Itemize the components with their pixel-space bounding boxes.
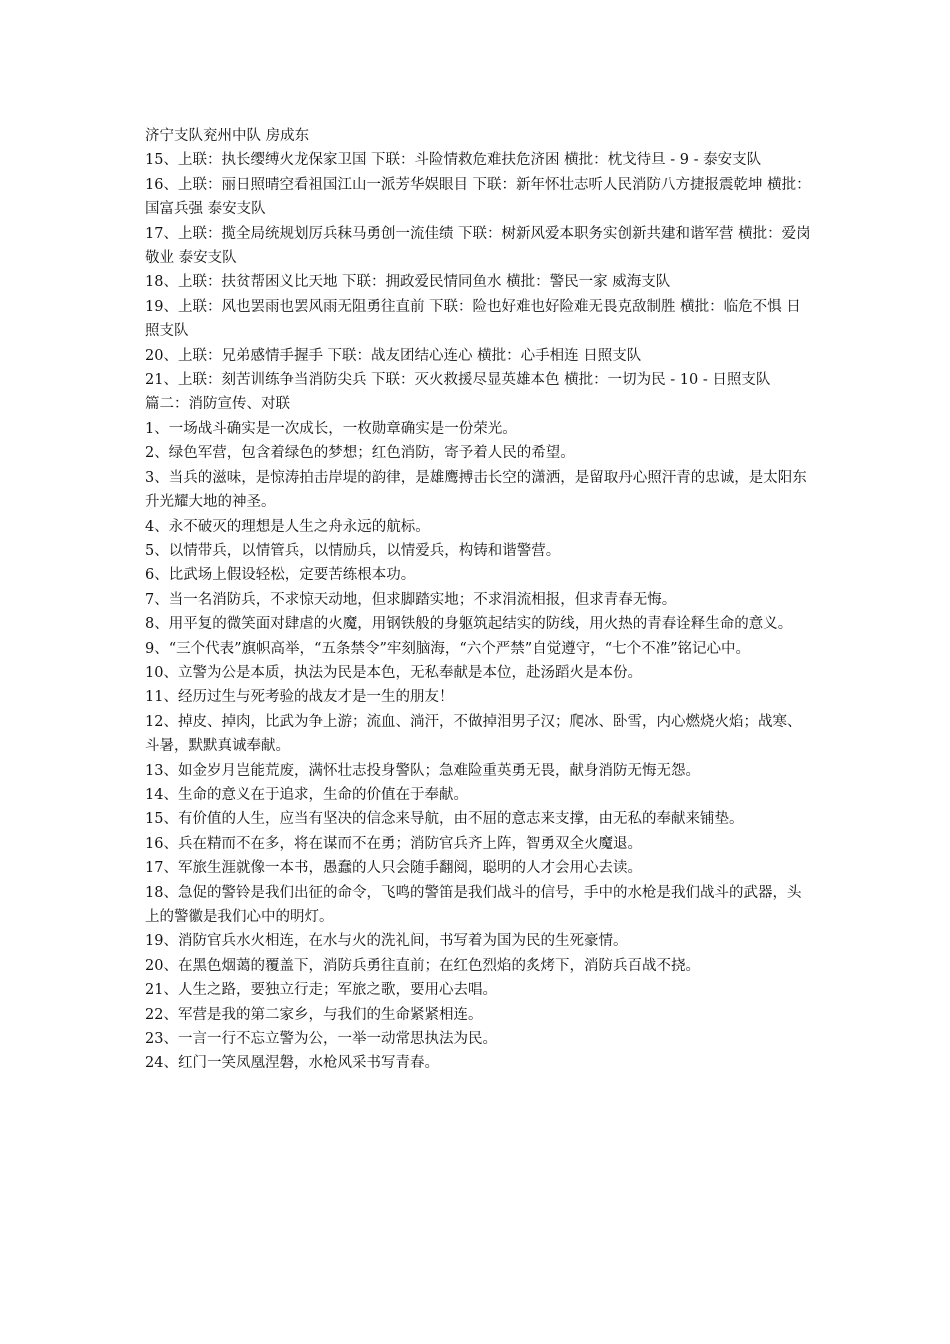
slogan-item-15: 15、有价值的人生，应当有坚决的信念来导航，由不屈的意志来支撑，由无私的奉献来铺垫。 [145, 811, 744, 828]
slogan-item-4: 4、永不破灭的理想是人生之舟永远的航标。 [145, 518, 430, 535]
slogan-item-18: 18、急促的警铃是我们出征的命令，飞鸣的警笛是我们战斗的信号，手中的水枪是我们战斗的武器，头上的警徽是我们心中的明灯。 [145, 884, 802, 925]
slogan-item-23: 23、一言一行不忘立警为公，一举一动常思执法为民。 [145, 1031, 497, 1048]
slogan-item-12: 12、掉皮、掉肉，比武为争上游；流血、淌汗，不做掉泪男子汉；爬冰、卧雪，内心燃烧火焰；战寒、斗暑，默默真诚奉献。 [145, 713, 802, 755]
slogan-item-14: 14、生命的意义在于追求，生命的价值在于奉献。 [145, 786, 468, 803]
paragraph-couplet-18: 18、上联：扶贫帮困义比天地 下联：拥政爱民情同鱼水 横批：警民一家 威海支队 [145, 274, 671, 291]
slogan-item-3: 3、当兵的滋味，是惊涛拍击岸堤的韵律，是雄鹰搏击长空的潇洒，是留取丹心照汗青的忠诚，是太阳东升光耀大地的神圣。 [145, 469, 807, 511]
paragraph-couplet-21: 21、上联：刻苦训练争当消防尖兵 下联：灭火救援尽显英雄本色 横批：一切为民 - 10 - 日照支队 [145, 372, 771, 389]
slogan-item-1: 1、一场战斗确实是一次成长，一枚勋章确实是一份荣光。 [145, 420, 517, 437]
paragraph-couplet-17: 17、上联：揽全局统规划厉兵秣马勇创一流佳绩 下联：树新风爱本职务实创新共建和谐军营 横批：爱岗敬业 泰安支队 [145, 225, 811, 267]
slogan-item-24: 24、红门一笑凤凰涅磐，水枪风采书写青春。 [145, 1055, 439, 1072]
paragraph-couplet-15: 15、上联：执长缨缚火龙保家卫国 下联：斗险情救危难扶危济困 横批：枕戈待旦 - 9 - 泰安支队 [145, 152, 762, 169]
slogan-item-9: 9、“三个代表”旗帜高举，“五条禁令”牢刻脑海，“六个严禁”自觉遵守，“七个不准”铭记心中。 [145, 640, 751, 657]
slogan-item-17: 17、军旅生涯就像一本书，愚蠢的人只会随手翻阅，聪明的人才会用心去读。 [145, 860, 642, 877]
slogan-item-22: 22、军营是我的第二家乡，与我们的生命紧紧相连。 [145, 1006, 483, 1023]
slogan-item-13: 13、如金岁月岂能荒废，满怀壮志投身警队；急难险重英勇无畏，献身消防无悔无怨。 [145, 762, 700, 779]
slogan-item-16: 16、兵在精而不在多，将在谋而不在勇；消防官兵齐上阵，智勇双全火魔退。 [145, 835, 642, 852]
paragraph-author-line: 济宁支队兖州中队 房成东 [145, 128, 310, 144]
slogan-item-10: 10、立警为公是本质，执法为民是本色，无私奉献是本位，赴汤蹈火是本份。 [145, 664, 642, 681]
slogan-item-5: 5、以情带兵，以情管兵，以情励兵，以情爱兵，构铸和谐警营。 [145, 542, 561, 559]
slogan-item-8: 8、用平复的微笑面对肆虐的火魔，用钢铁般的身躯筑起结实的防线，用火热的青春诠释生命的意义。 [145, 616, 793, 633]
paragraph-couplet-19: 19、上联：风也罢雨也罢风雨无阻勇往直前 下联：险也好难也好险难无畏克敌制胜 横批：临危不惧 日照支队 [145, 298, 801, 340]
paragraph-couplet-20: 20、上联：兄弟感情手握手 下联：战友团结心连心 横批：心手相连 日照支队 [145, 347, 642, 364]
slogan-item-21: 21、人生之路，要独立行走；军旅之歌，要用心去唱。 [145, 982, 497, 999]
slogan-item-19: 19、消防官兵水火相连，在水与火的洗礼间，书写着为国为民的生死豪情。 [145, 933, 628, 950]
slogan-item-7: 7、当一名消防兵，不求惊天动地，但求脚踏实地；不求涓流相报，但求青春无悔。 [145, 591, 677, 608]
document-body [145, 124, 813, 1076]
paragraph-couplet-16: 16、上联：丽日照晴空看祖国江山一派芳华娱眼目 下联：新年怀壮志听人民消防八方捷报震乾坤 横批：国富兵强 泰安支队 [145, 176, 811, 218]
section-heading: 篇二：消防宣传、对联 [145, 396, 290, 413]
slogan-item-20: 20、在黑色烟蔼的覆盖下，消防兵勇往直前；在红色烈焰的炙烤下，消防兵百战不挠。 [145, 957, 700, 974]
slogan-item-6: 6、比武场上假设轻松，定要苦练根本功。 [145, 567, 416, 584]
slogan-item-11: 11、经历过生与死考验的战友才是一生的朋友！ [145, 689, 454, 706]
slogan-item-2: 2、绿色军营，包含着绿色的梦想；红色消防，寄予着人民的希望。 [145, 445, 575, 462]
